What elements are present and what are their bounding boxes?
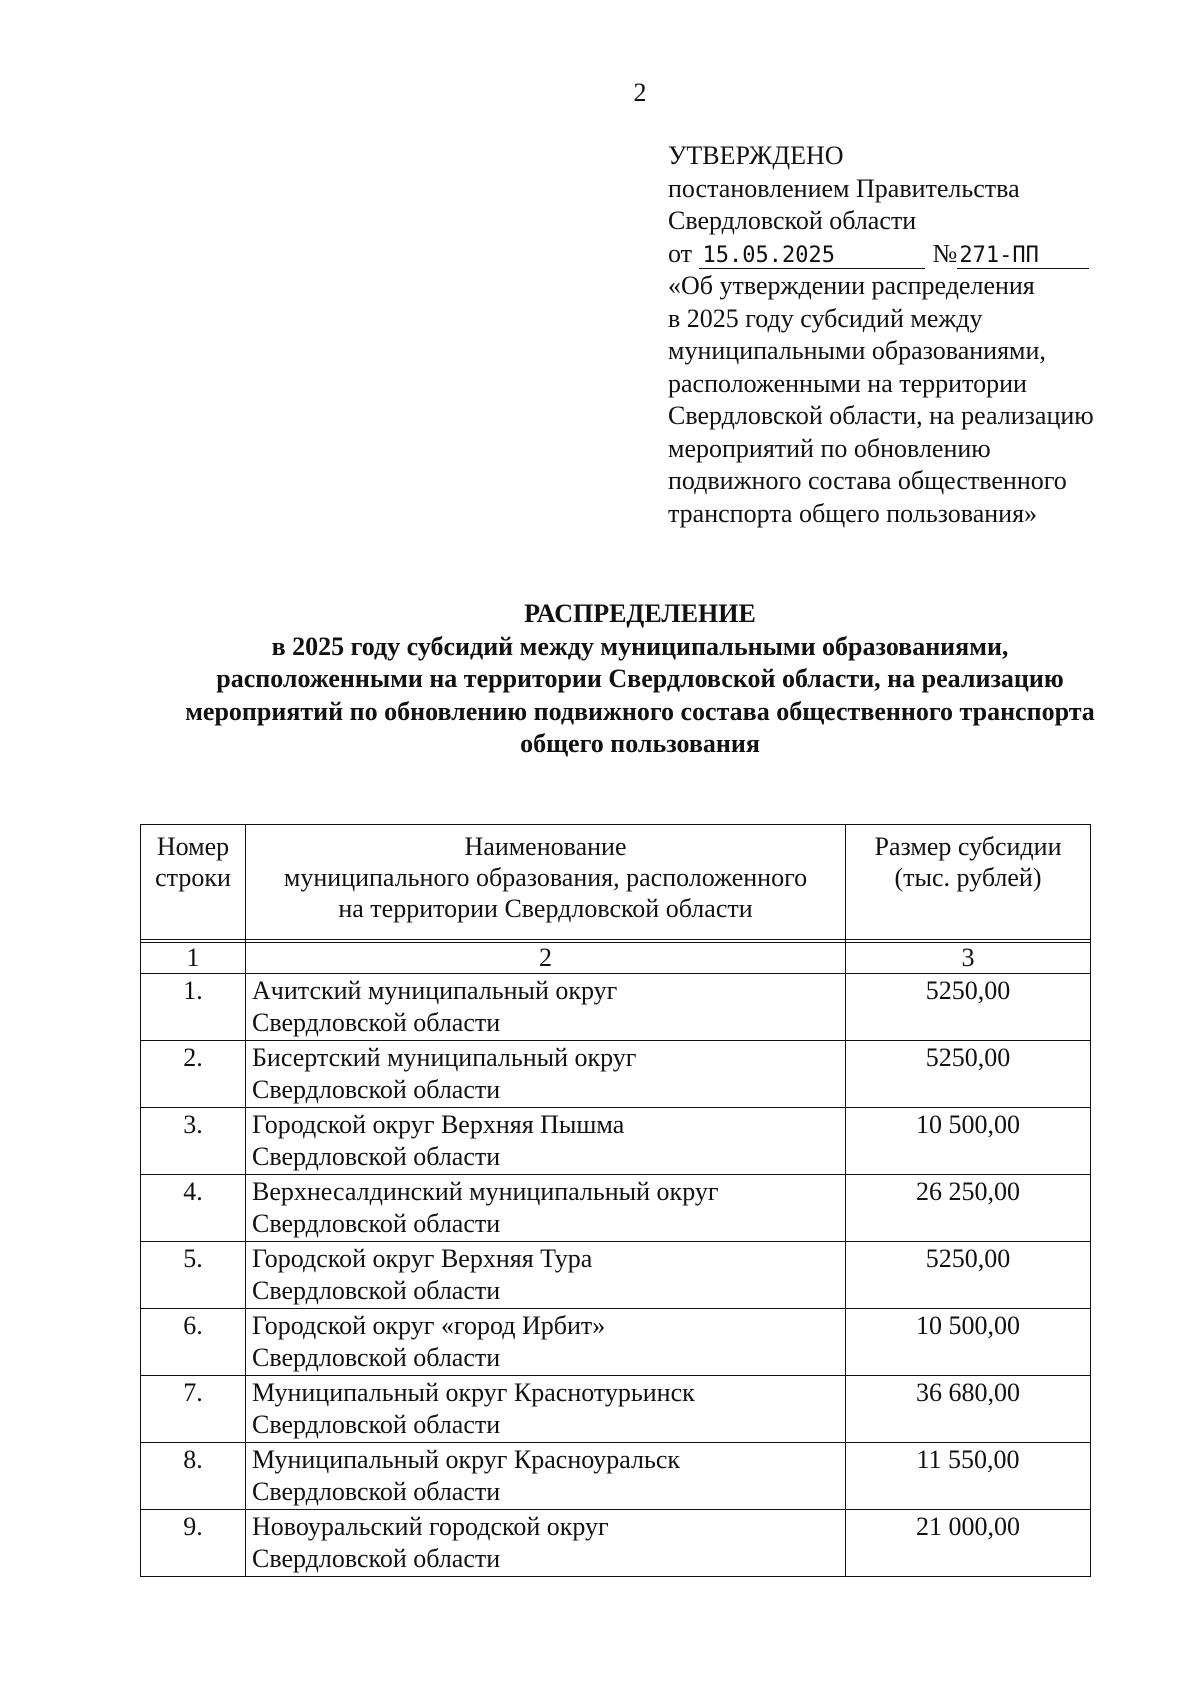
approval-title-line: транспорта общего пользования» [668, 498, 1038, 528]
header-text: муниципального образования, расположенного [283, 863, 808, 892]
approval-title-line: мероприятий по обновлению [668, 433, 991, 463]
municipality-cell [246, 1242, 846, 1309]
municipality-name-line: Бисертский муниципальный округ [252, 1043, 637, 1072]
subsidy-amount-cell: 11 550,00 [846, 1443, 1091, 1510]
approval-block [668, 140, 1168, 530]
municipality-name-line: Городской округ Верхняя Пышма [252, 1110, 625, 1139]
document-heading [100, 598, 1180, 761]
subsidy-amount-cell: 5250,00 [846, 974, 1091, 1041]
approval-title-line: Свердловской области, на реализацию [668, 401, 1094, 430]
municipality-name-line: Свердловской области [252, 1544, 501, 1573]
subsidy-amount-cell: 5250,00 [846, 1242, 1091, 1309]
heading-line: общего пользования [520, 729, 760, 758]
heading-line: в 2025 году субсидий между муниципальными образованиями, [271, 631, 1009, 661]
header-row [141, 825, 1091, 940]
municipality-name-line: Свердловской области [252, 1477, 501, 1506]
municipality-name-line: Муниципальный округ Краснотурьинск [252, 1378, 695, 1407]
approval-title-line: в 2025 году субсидий между [668, 303, 983, 333]
table-row [141, 1175, 1091, 1242]
table-row [141, 1376, 1091, 1443]
page-number: 2 [633, 78, 647, 107]
approval-title-line: муниципальными образованиями, [668, 336, 1046, 365]
column-number: 3 [846, 943, 1091, 974]
table-numbering [141, 940, 1091, 974]
municipality-cell [246, 1443, 846, 1510]
heading-title: РАСПРЕДЕЛЕНИЕ [524, 599, 756, 628]
header-text: Размер субсидии [874, 832, 1062, 861]
date-prefix: от [668, 238, 693, 268]
row-number-cell: 6. [141, 1309, 246, 1376]
municipality-name-line: Городской округ Верхняя Тура [252, 1244, 593, 1273]
row-number-cell: 1. [141, 974, 246, 1041]
column-number-row [141, 943, 1091, 974]
municipality-cell [246, 1376, 846, 1443]
table-row [141, 1242, 1091, 1309]
table-row [141, 1443, 1091, 1510]
subsidy-amount-cell: 21 000,00 [846, 1510, 1091, 1577]
subsidy-amount-cell: 10 500,00 [846, 1108, 1091, 1175]
subsidy-amount-cell: 5250,00 [846, 1041, 1091, 1108]
approval-title-line: «Об утверждении распределения [668, 271, 1035, 300]
municipality-cell [246, 1510, 846, 1577]
table-row [141, 1510, 1091, 1577]
municipality-name-line: Свердловской области [252, 1209, 501, 1238]
municipality-name-line: Свердловской области [252, 1008, 501, 1037]
approval-date: 15.05.2025 [699, 244, 925, 269]
table-header [141, 825, 1091, 940]
row-number-cell: 9. [141, 1510, 246, 1577]
table-row [141, 1041, 1091, 1108]
municipality-cell [246, 1175, 846, 1242]
row-number-cell: 5. [141, 1242, 246, 1309]
column-number: 1 [141, 943, 246, 974]
header-text: на территории Свердловской области [338, 894, 753, 923]
table-row [141, 1309, 1091, 1376]
approval-title-line: расположенными на территории [668, 368, 1027, 398]
approval-label: УТВЕРЖДЕНО [668, 141, 844, 170]
header-municipality [246, 825, 846, 940]
approval-line: Свердловской области [668, 206, 917, 235]
row-number-cell: 8. [141, 1443, 246, 1510]
municipality-name-line: Верхнесалдинский муниципальный округ [252, 1177, 719, 1206]
header-subsidy-amount [846, 825, 1091, 940]
municipality-name-line: Ачитский муниципальный округ [252, 976, 618, 1005]
municipality-name-line: Свердловской области [252, 1142, 501, 1171]
header-text: строки [155, 863, 231, 892]
number-sign: № [932, 238, 958, 268]
subsidy-amount-cell: 36 680,00 [846, 1376, 1091, 1443]
municipality-name-line: Свердловской области [252, 1075, 501, 1104]
heading-line: мероприятий по обновлению подвижного состава общественного транспорта [185, 696, 1095, 726]
approval-date-line [668, 238, 1168, 271]
header-row-number [141, 825, 246, 940]
approval-number: 271-ПП [957, 244, 1089, 269]
subsidy-table [140, 824, 1091, 1577]
subsidy-table-wrapper [140, 824, 1090, 1577]
heading-line: расположенными на территории Свердловской области, на реализацию [216, 664, 1064, 693]
municipality-name-line: Свердловской области [252, 1410, 501, 1439]
header-text: Наименование [464, 832, 627, 861]
municipality-cell [246, 974, 846, 1041]
row-number-cell: 7. [141, 1376, 246, 1443]
approval-title-line: подвижного состава общественного [668, 466, 1067, 495]
municipality-name-line: Свердловской области [252, 1343, 501, 1372]
header-text: Номер [156, 832, 230, 861]
municipality-name-line: Свердловской области [252, 1276, 501, 1305]
column-number: 2 [246, 943, 846, 974]
row-number-cell: 2. [141, 1041, 246, 1108]
subsidy-amount-cell: 10 500,00 [846, 1309, 1091, 1376]
subsidy-amount-cell: 26 250,00 [846, 1175, 1091, 1242]
municipality-cell [246, 1108, 846, 1175]
header-text: (тыс. рублей) [894, 863, 1042, 892]
municipality-name-line: Городской округ «город Ирбит» [252, 1311, 606, 1340]
municipality-cell [246, 1309, 846, 1376]
row-number-cell: 4. [141, 1175, 246, 1242]
approval-line: постановлением Правительства [668, 173, 1020, 203]
table-body [141, 974, 1091, 1577]
table-row [141, 974, 1091, 1041]
municipality-cell [246, 1041, 846, 1108]
row-number-cell: 3. [141, 1108, 246, 1175]
table-row [141, 1108, 1091, 1175]
municipality-name-line: Новоуральский городской округ [252, 1512, 609, 1541]
municipality-name-line: Муниципальный округ Красноуральск [252, 1445, 681, 1474]
